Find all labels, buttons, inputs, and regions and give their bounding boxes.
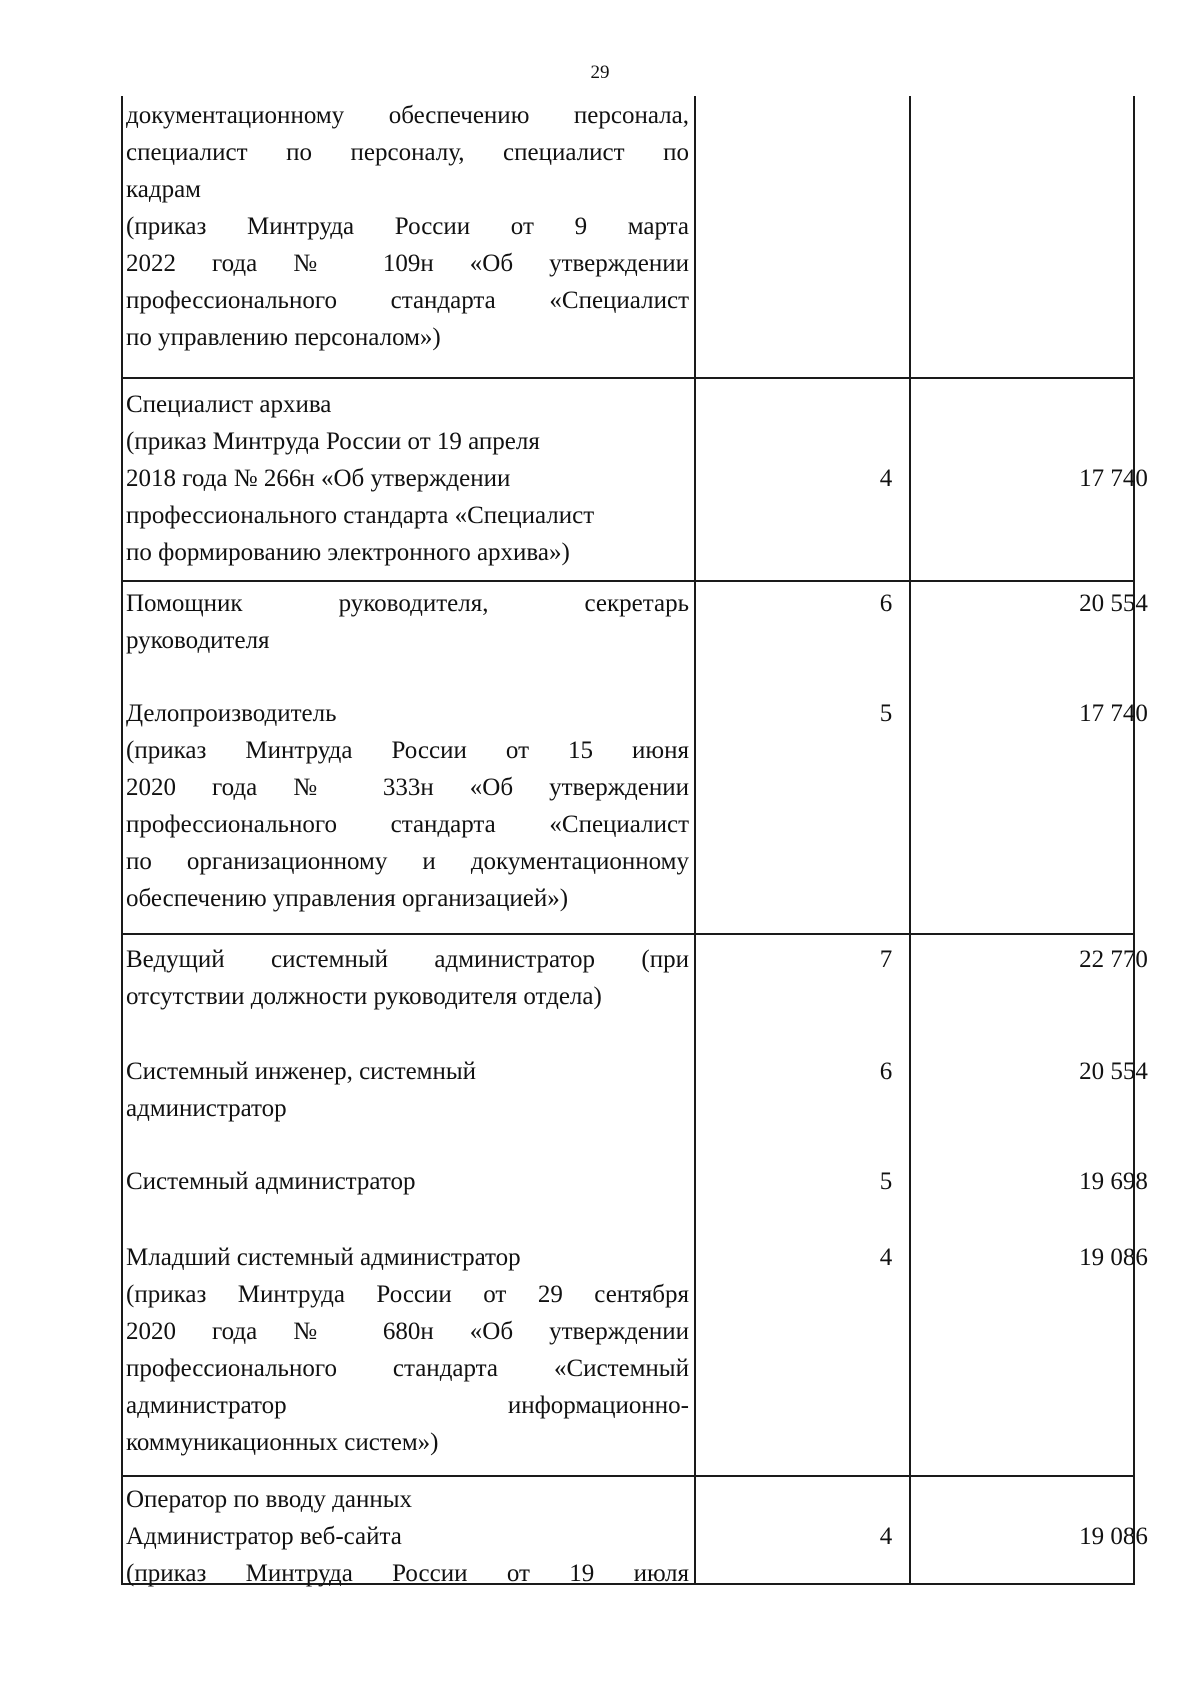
salary-amount: 19 086 <box>1079 1523 1148 1550</box>
position-line: Администратор веб-сайта <box>126 1523 402 1550</box>
row-divider <box>121 933 1135 935</box>
position-line: (приказ Минтруда России от 9 марта <box>126 213 689 240</box>
qualification-level: 4 <box>879 465 893 492</box>
position-line: профессионального стандарта «Специалист <box>126 502 595 529</box>
salary-amount: 20 554 <box>1079 590 1148 617</box>
qualification-level: 4 <box>879 1523 893 1550</box>
position-line: профессионального стандарта «Системный <box>126 1355 689 1382</box>
column-divider-2 <box>909 96 911 1585</box>
position-cell <box>126 1163 689 1200</box>
position-line: профессионального стандарта «Специалист <box>126 811 689 838</box>
position-line: Системный инженер, системный <box>126 1058 477 1085</box>
salary-amount: 20 554 <box>1079 1058 1148 1085</box>
qualification-level: 6 <box>879 1058 893 1085</box>
position-cell <box>126 1481 689 1592</box>
position-line: отсутствии должности руководителя отдела) <box>126 983 602 1010</box>
row-divider <box>121 580 1135 582</box>
position-line: по организационному и документационному <box>126 848 689 875</box>
row-divider <box>121 1475 1135 1477</box>
position-line: документационному обеспечению персонала, <box>126 102 689 129</box>
position-line: обеспечению управления организацией») <box>126 885 569 912</box>
table-border-left <box>121 96 123 1585</box>
position-line: (приказ Минтруда России от 15 июня <box>126 737 689 764</box>
position-line: 2020 года № 333н «Об утверждении <box>126 774 689 801</box>
position-line: 2022 года № 109н «Об утверждении <box>126 250 689 277</box>
position-line: специалист по персоналу, специалист по <box>126 139 689 166</box>
position-line: руководителя <box>126 627 270 654</box>
position-line: Делопроизводитель <box>126 700 337 727</box>
position-line: 2020 года № 680н «Об утверждении <box>126 1318 689 1345</box>
salary-table <box>121 96 1148 1587</box>
row-divider <box>121 377 1135 379</box>
position-cell <box>126 97 689 356</box>
position-line: по управлению персоналом») <box>126 324 441 351</box>
position-line: администратор <box>126 1095 287 1122</box>
position-line: коммуникационных систем») <box>126 1429 439 1456</box>
qualification-level: 6 <box>879 590 893 617</box>
position-line: Оператор по вводу данных <box>126 1486 413 1513</box>
position-line: профессионального стандарта «Специалист <box>126 287 689 314</box>
position-cell <box>126 585 689 659</box>
salary-amount: 17 740 <box>1079 700 1148 727</box>
qualification-level: 5 <box>879 700 893 727</box>
salary-amount: 19 086 <box>1079 1244 1148 1271</box>
position-line: кадрам <box>126 176 201 203</box>
position-cell <box>126 1239 689 1461</box>
position-line: по формированию электронного архива») <box>126 539 570 566</box>
salary-amount: 22 770 <box>1079 946 1148 973</box>
position-line: Ведущий системный администратор (при <box>126 946 689 973</box>
qualification-level: 5 <box>879 1168 893 1195</box>
salary-amount: 17 740 <box>1079 465 1148 492</box>
position-cell <box>126 1053 689 1127</box>
position-line: Помощник руководителя, секретарь <box>126 590 689 617</box>
position-cell <box>126 695 689 917</box>
salary-amount: 19 698 <box>1079 1168 1148 1195</box>
position-line: администратор информационно- <box>126 1392 689 1419</box>
qualification-level: 4 <box>879 1244 893 1271</box>
column-divider-1 <box>694 96 696 1585</box>
position-line: Специалист архива <box>126 391 332 418</box>
position-line: Системный администратор <box>126 1168 416 1195</box>
position-line: (приказ Минтруда России от 19 апреля <box>126 428 540 455</box>
qualification-level: 7 <box>879 946 893 973</box>
position-cell <box>126 941 689 1015</box>
position-line: Младший системный администратор <box>126 1244 521 1271</box>
table-border-right <box>1133 96 1135 1585</box>
position-cell <box>126 386 689 571</box>
position-line: 2018 года № 266н «Об утверждении <box>126 465 511 492</box>
position-line: (приказ Минтруда России от 29 сентября <box>126 1281 689 1308</box>
position-line: (приказ Минтруда России от 19 июля <box>126 1560 689 1587</box>
page-number: 29 <box>590 62 610 83</box>
